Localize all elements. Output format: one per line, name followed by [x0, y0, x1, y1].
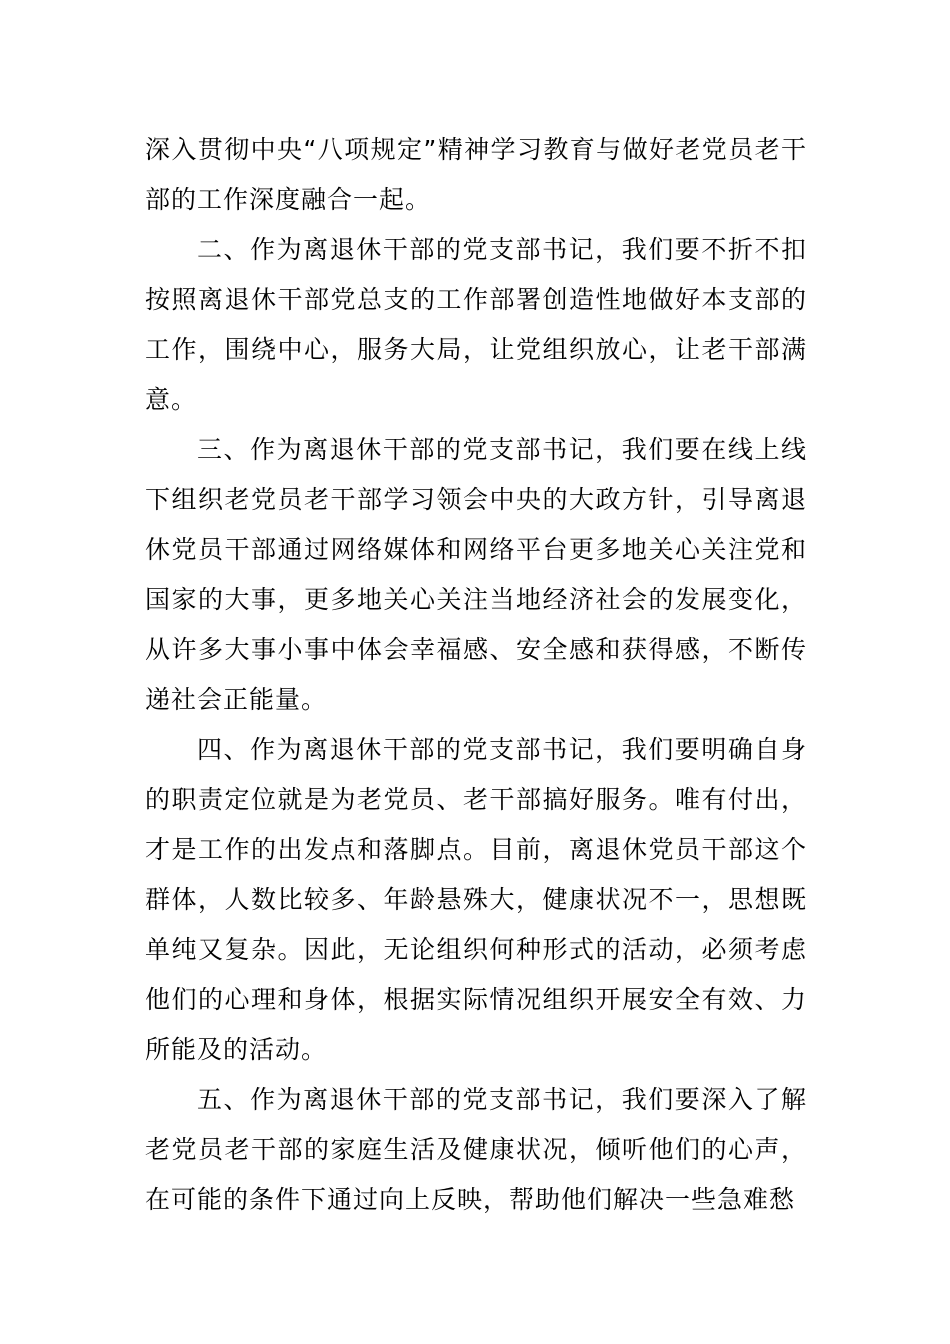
paragraph-point-four: 四、作为离退休干部的党支部书记，我们要明确自身的职责定位就是为老党员、老干部搞好服务。唯有付出，才是工作的出发点和落脚点。目前，离退休党员干部这个群体，人数比较多、年龄悬殊大，健康状况不一，思想既单纯又复杂。因此，无论组织何种形式的活动，必须考虑他们的心理和身体，根据实际情况组织开展安全有效、力所能及的活动。: [145, 735, 807, 1064]
paragraph-continuation: 深入贯彻中央“八项规定”精神学习教育与做好老党员老干部的工作深度融合一起。: [145, 135, 807, 214]
paragraph-point-two: 二、作为离退休干部的党支部书记，我们要不折不扣按照离退休干部党总支的工作部署创造性地做好本支部的工作，围绕中心，服务大局，让党组织放心，让老干部满意。: [145, 235, 807, 414]
paragraph-point-three: 三、作为离退休干部的党支部书记，我们要在线上线下组织老党员老干部学习领会中央的大政方针，引导离退休党员干部通过网络媒体和网络平台更多地关心关注党和国家的大事，更多地关心关注当地经济社会的发展变化，从许多大事小事中体会幸福感、安全感和获得感，不断传递社会正能量。: [145, 435, 807, 714]
paragraph-point-five: 五、作为离退休干部的党支部书记，我们要深入了解老党员老干部的家庭生活及健康状况，倾听他们的心声，在可能的条件下通过向上反映，帮助他们解决一些急难愁: [145, 1085, 807, 1214]
document-body: [145, 125, 807, 1225]
